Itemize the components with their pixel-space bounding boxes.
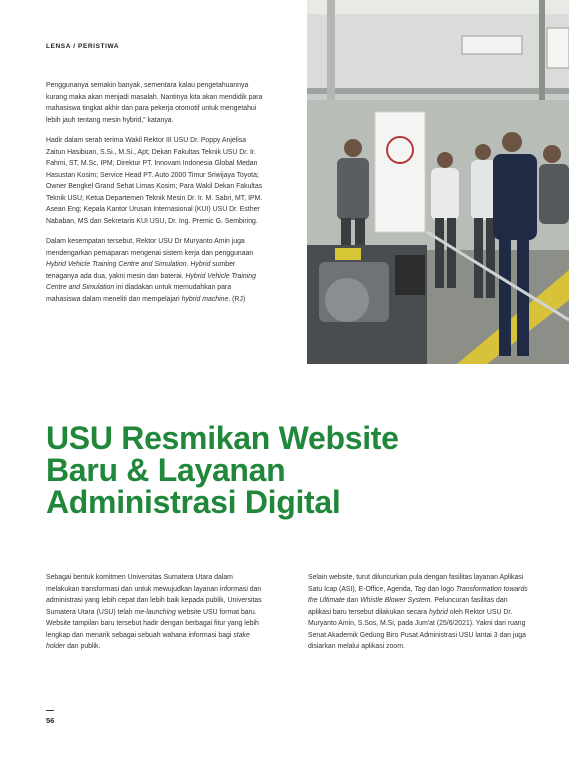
- paragraph: Penggunanya semakin banyak, sementara kalau pengetahuannya kurang maka akan menjadi masalah. Nantinya kita akan mendidik para mahasiswa tingkat akhir dan para pekerja otomotif untuk mengetahui lebih jauh tentang mesin hybrid,” katanya.: [46, 82, 263, 124]
- paragraph: Sebagai bentuk komitmen Universitas Sumatera Utara dalam melakukan transformasi dan untuk mewujudkan layanan informasi dan administrasi yang lebih cepat dan lebih baik kepada publik, Universitas Sumatera Utara (USU) telah me-launching website USU format baru. Website tampilan baru tersebut hadir dengan berbagai fitur yang lebih lengkap dan menarik sebagai sebuah wahana informasi bagi stake holder dan publik.: [46, 574, 262, 650]
- page-number-rule: [46, 710, 54, 711]
- paragraph: Hadir dalam serah terima Wakil Rektor III USU Dr. Poppy Anjelisa Zaitun Hasibuan, S.Si., M.Si., Apt; Dekan Fakultas Teknik USU Dr. Ir. Fahmi, ST, M.Sc, IPM; Direktur PT. Innovam Indonesia Global Medan Hasustan Kosim; Service Head PT. Auto 2000 Timur Sriwijaya Toyota; Owner Bengkel Grand Sehat Limas Kosim; Para Wakil Dekan Fakultas Teknik USU; Ketua Departemen Teknik Mesin Dr. Ir. M. Sabri, MT, IPM. Asean Eng; Kepala Kantor Urusan Internasional (KUI) USU Dr. Esther Nababan, MS dan Sekretaris KUI USU, Dr. Ing. Premic G. Sembiring.: [46, 137, 263, 225]
- event-photo: [307, 0, 569, 364]
- top-article-column: [46, 80, 264, 314]
- headline-line: Baru & Layanan: [46, 452, 286, 488]
- article-column-right: [308, 572, 528, 662]
- headline-line: USU Resmikan Website: [46, 420, 399, 456]
- article-column-left: [46, 572, 266, 662]
- paragraph: Dalam kesempatan tersebut, Rektor USU Dr Muryanto Amin juga mendengarkan pemaparan mengenai sistem kerja dan penggunaan Hybrid Vehicle Training Centre and Simulation. Hybrid sumber tenaganya ada dua, yakni mesin dan baterai. Hybrid Vehicle Training Centre and Simulation ini diadakan untuk memudahkan para mahasiswa dalam meneliti dan mempelajari hybrid machine. (RJ): [46, 238, 256, 303]
- page-number: 56: [46, 716, 55, 725]
- headline-line: Administrasi Digital: [46, 484, 341, 520]
- paragraph: Selain website, turut diluncurkan pula dengan fasilitas layanan Aplikasi Satu Icap (ASI), E-Office, Agenda, Tag dan logo Transformation towards the Ultimate dan Whistle Blower System. Peluncuran fasilitas dan aplikasi baru tersebut dilakukan secara hybrid oleh Rektor USU Dr. Muryanto Amin, S.Sos, M.Si, pada Jum'at (25/6/2021). Yakni dari ruang Senat Akademik Gedung Biro Pusat Administrasi USU lantai 3 dan juga disiarkan melalui aplikasi zoom.: [308, 574, 528, 650]
- headline: [46, 422, 516, 518]
- section-label: LENSA / PERISTIWA: [46, 43, 120, 50]
